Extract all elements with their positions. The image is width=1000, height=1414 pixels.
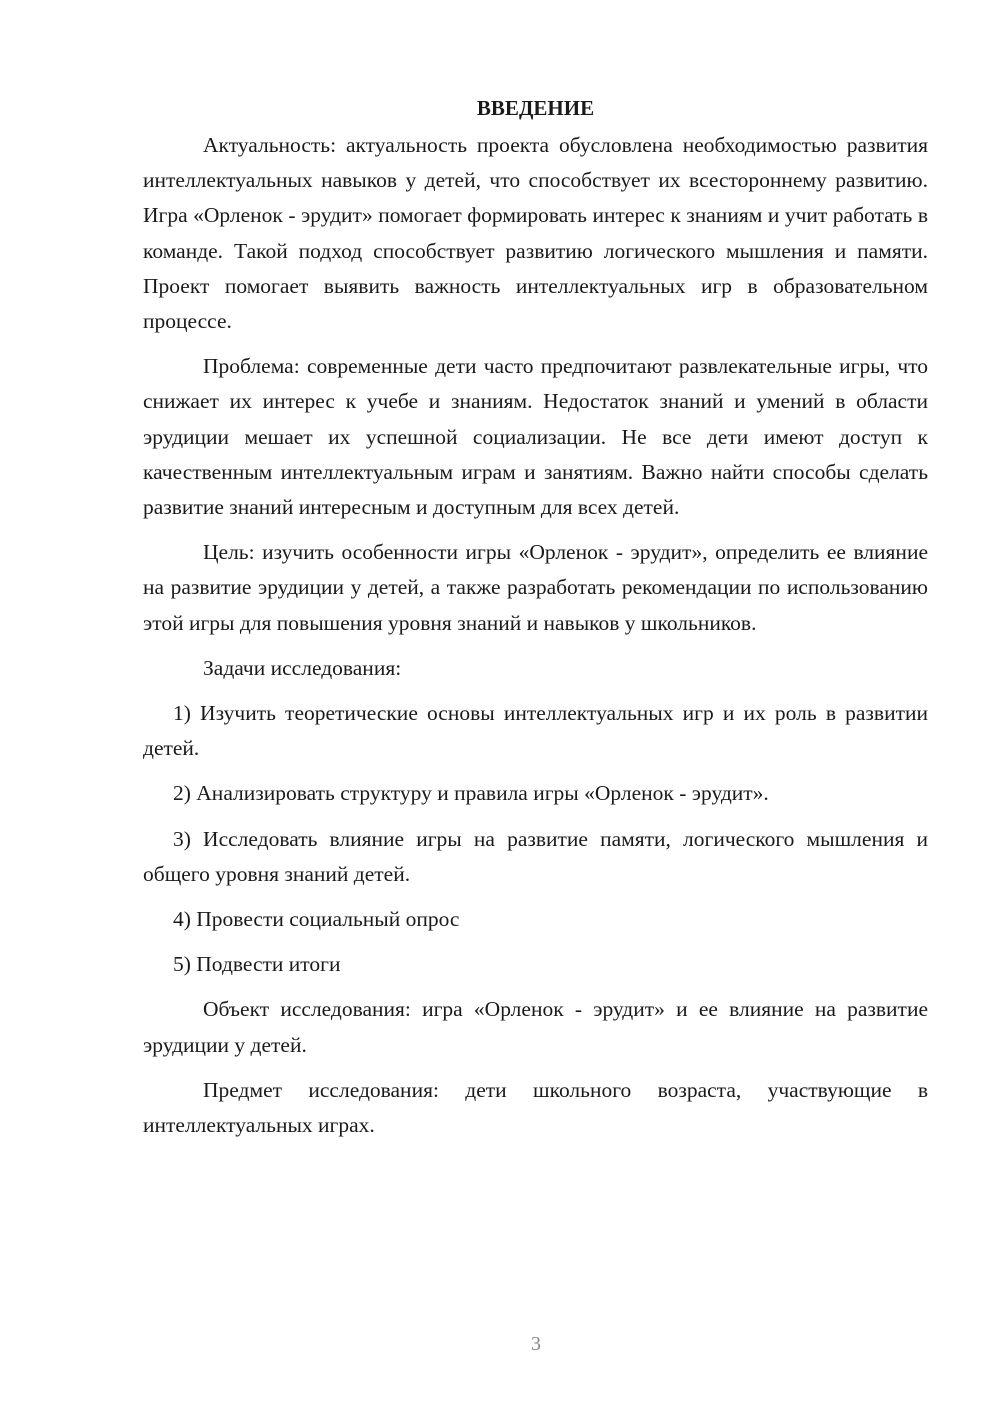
task-item-5: 5) Подвести итоги — [173, 952, 341, 977]
task-item-1: 1) Изучить теоретические основы интеллектуальных игр и их роль в развитии детей. — [143, 701, 928, 761]
document-page — [143, 93, 928, 1153]
tasks-list — [143, 696, 928, 982]
relevance-paragraph: Актуальность: актуальность проекта обусловлена необходимостью развития интеллектуальных навыков у детей, что способствует их всестороннему развитию. Игра «Орленок - эрудит» помогает формировать интерес к знаниям и учит работать в команде. Такой подход способствует развитию логического мышления и памяти. Проект помогает выявить важность интеллектуальных игр в образовательном процессе. — [143, 133, 928, 334]
task-item-3: 3) Исследовать влияние игры на развитие памяти, логического мышления и общего уровня знаний детей. — [143, 826, 928, 886]
goal-paragraph: Цель: изучить особенности игры «Орленок - эрудит», определить ее влияние на развитие эрудиции у детей, а также разработать рекомендации по использованию этой игры для повышения уровня знаний и навыков у школьников. — [143, 540, 928, 635]
page-number: 3 — [531, 1333, 541, 1355]
task-item-4: 4) Провести социальный опрос — [173, 907, 460, 932]
section-title: ВВЕДЕНИЕ — [476, 96, 595, 120]
object-paragraph: Объект исследования: игра «Орленок - эрудит» и ее влияние на развитие эрудиции у детей. — [143, 997, 928, 1057]
task-item-2: 2) Анализировать структуру и правила игры «Орленок - эрудит». — [173, 781, 769, 806]
subject-paragraph: Предмет исследования: дети школьного возраста, участвующие в интеллектуальных играх. — [143, 1077, 928, 1138]
tasks-heading: Задачи исследования: — [203, 655, 402, 680]
problem-paragraph: Проблема: современные дети часто предпочитают развлекательные игры, что снижает их интерес к учебе и знаниям. Недостаток знаний и умений в области эрудиции мешает их успешной социализации. Не все дети имеют доступ к качественным интеллектуальным играм и занятиям. Важно найти способы сделать развитие знаний интересным и доступным для всех детей. — [143, 354, 928, 520]
